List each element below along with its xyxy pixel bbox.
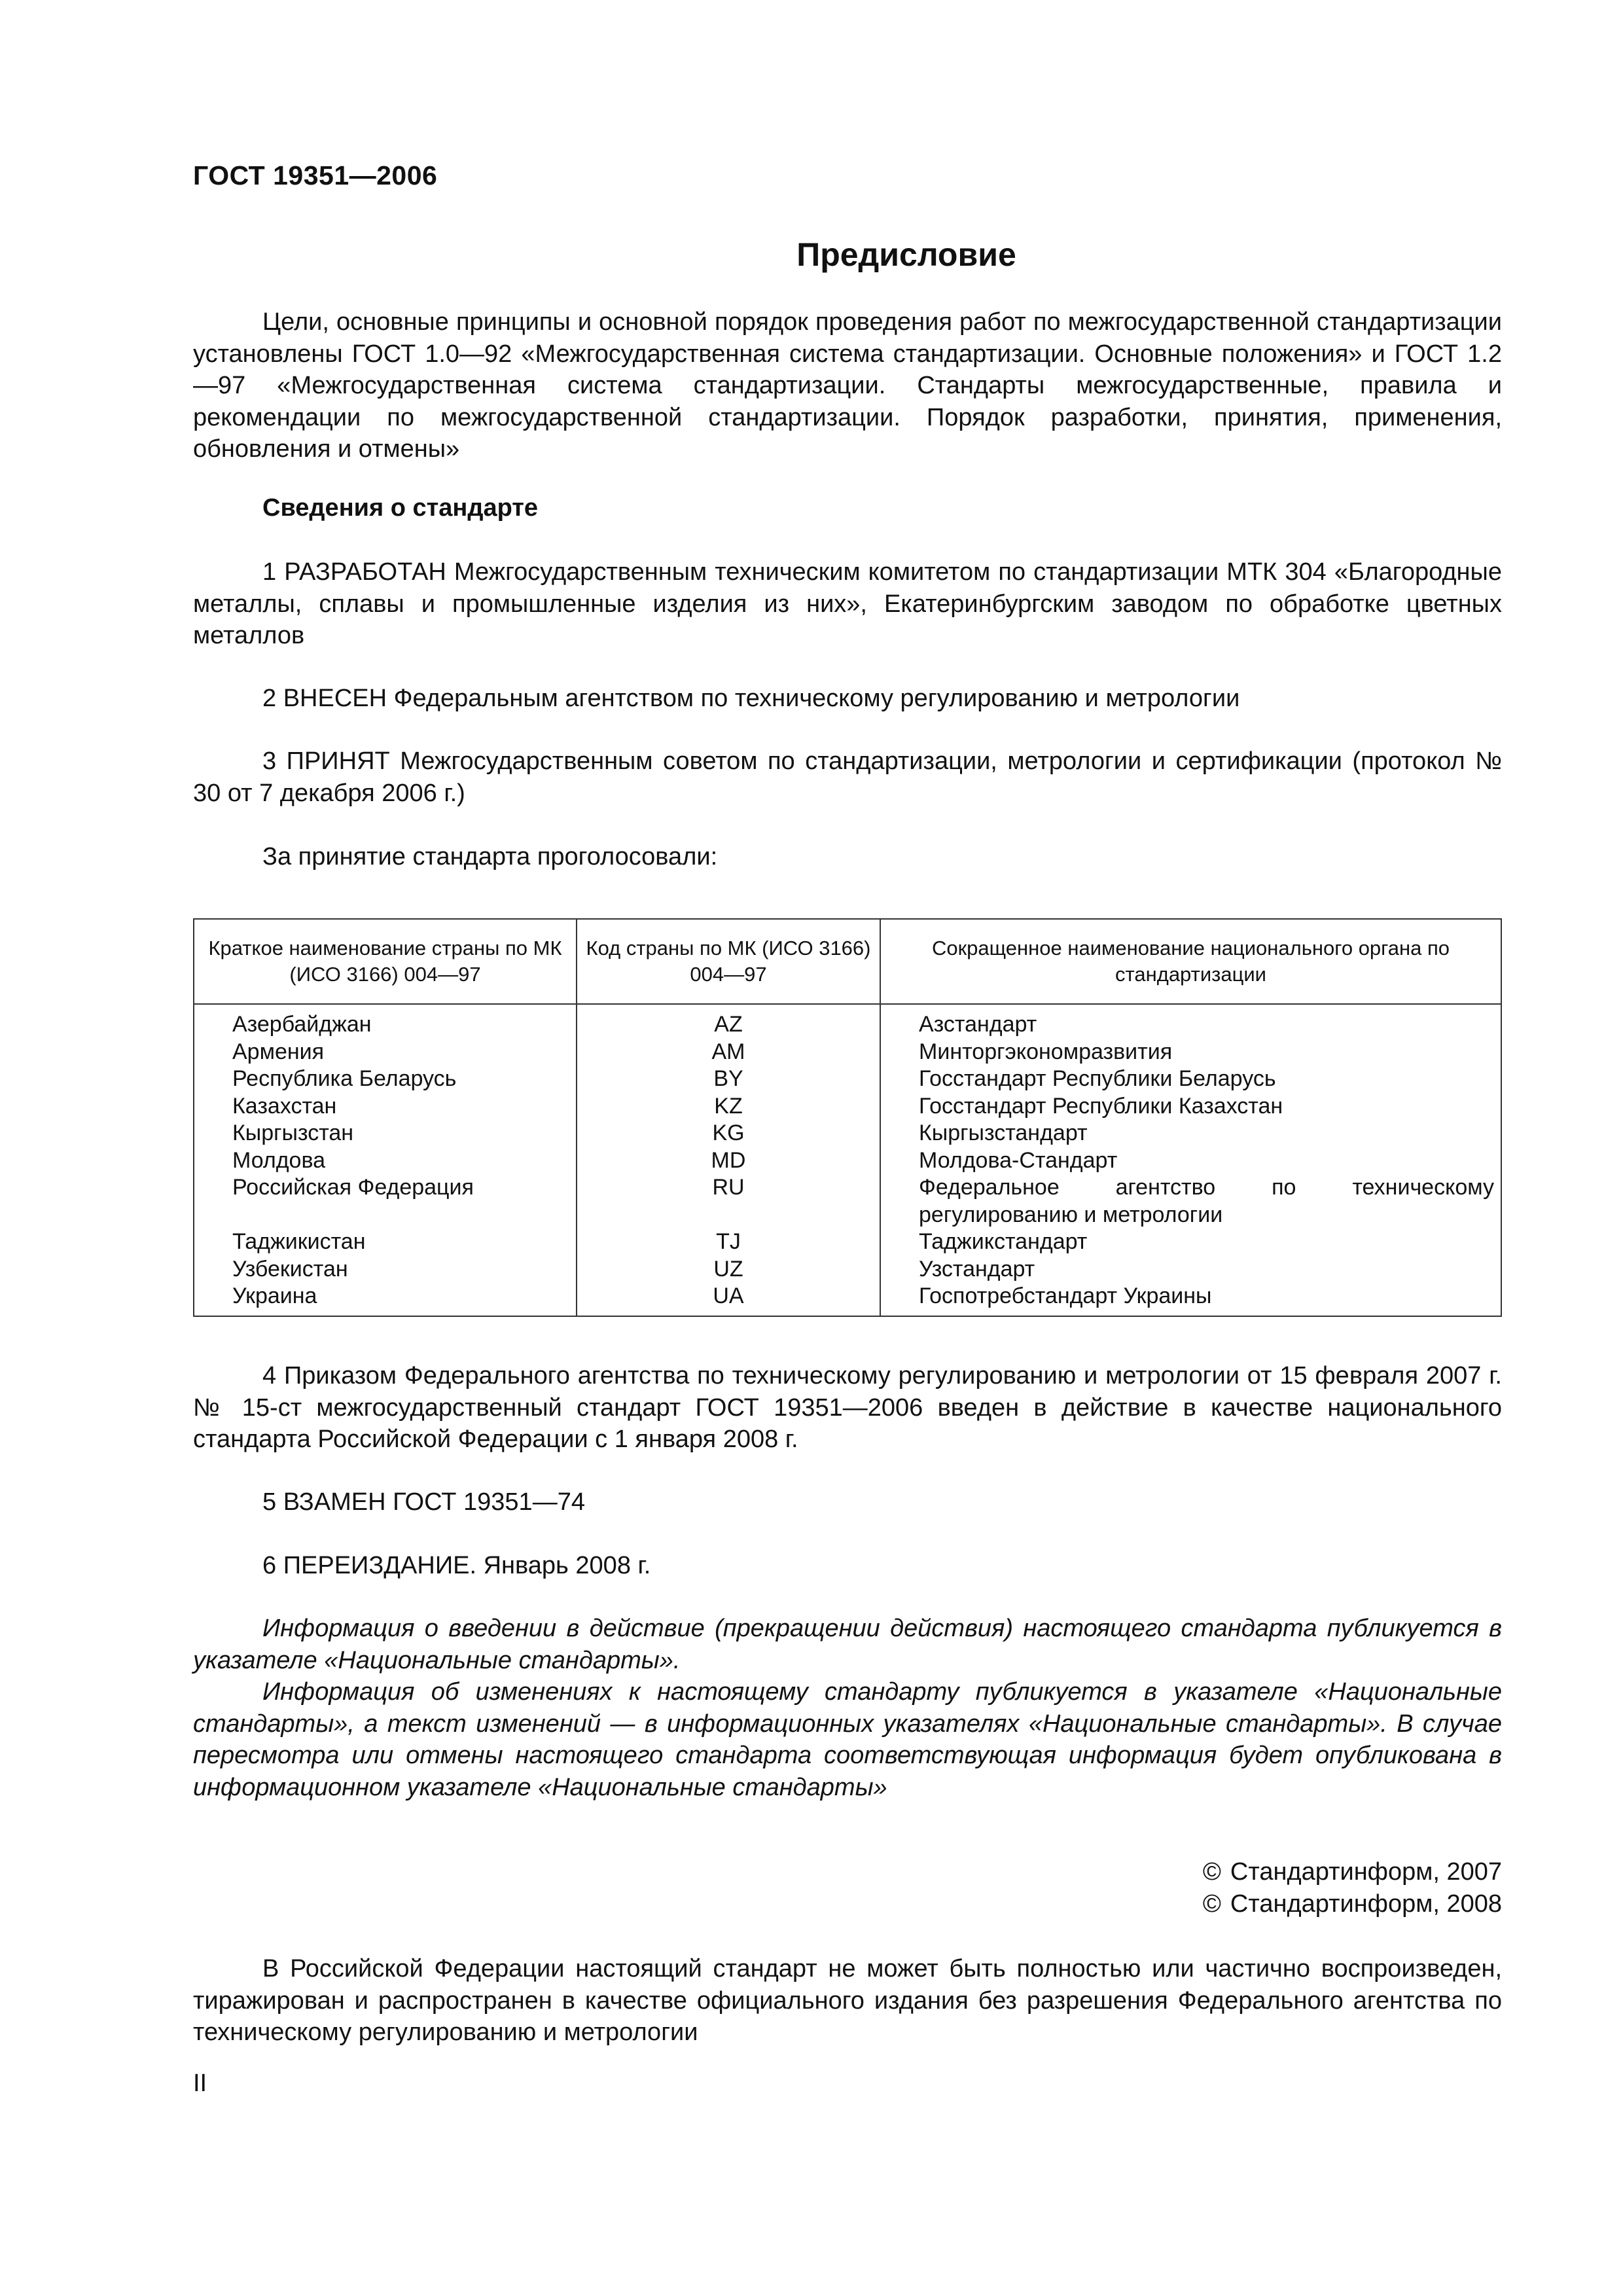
body-cell: Госпотребстандарт Украины	[880, 1283, 1501, 1316]
vote-intro: За принятие стандарта проголосовали:	[262, 843, 718, 870]
voting-table	[193, 918, 1502, 1317]
country-cell: Азербайджан	[194, 1004, 577, 1039]
column-header-code: Код страны по МК (ИСО 3166) 004—97	[577, 919, 880, 1004]
code-cell: BY	[577, 1066, 880, 1093]
code-cell: TJ	[577, 1229, 880, 1256]
body-cell: Таджикстандарт	[880, 1229, 1501, 1256]
table-body	[194, 1004, 1501, 1316]
code-cell: MD	[577, 1147, 880, 1175]
table-row	[194, 1093, 1501, 1121]
country-cell: Молдова	[194, 1147, 577, 1175]
country-cell: Кыргызстан	[194, 1120, 577, 1147]
country-cell: Армения	[194, 1039, 577, 1066]
country-cell: Узбекистан	[194, 1256, 577, 1283]
country-cell: Украина	[194, 1283, 577, 1316]
note-introduction: Информация о введении в действие (прекращении действия) настоящего стандарта публикуется в указателе «Национальные стандарты».	[193, 1615, 1502, 1674]
table-row	[194, 1283, 1501, 1316]
table-header-row	[194, 919, 1501, 1004]
table-row	[194, 1229, 1501, 1256]
column-header-body: Сокращенное наименование национального органа по стандартизации	[880, 919, 1501, 1004]
copyright-symbol: ©	[1202, 1858, 1221, 1886]
copyright-symbol: ©	[1202, 1890, 1221, 1918]
item-5-replaces: 5 ВЗАМЕН ГОСТ 19351—74	[262, 1488, 585, 1516]
table-row	[194, 1256, 1501, 1283]
table-row	[194, 1120, 1501, 1147]
table-row	[194, 1004, 1501, 1039]
code-cell: AZ	[577, 1004, 880, 1039]
document-id: ГОСТ 19351—2006	[193, 160, 438, 190]
table-row	[194, 1066, 1501, 1093]
body-cell: Узстандарт	[880, 1256, 1501, 1283]
column-header-country: Краткое наименование страны по МК (ИСО 3166) 004—97	[194, 919, 577, 1004]
country-cell: Российская Федерация	[194, 1174, 577, 1229]
page-number: II	[193, 2070, 207, 2097]
copyright-line-2	[1203, 1890, 1502, 1918]
item-2-submitted: 2 ВНЕСЕН Федеральным агентством по техническому регулированию и метрологии	[262, 685, 1240, 712]
note-changes: Информация об изменениях к настоящему стандарту публикуется в указателе «Национальные стандарты», а текст изменений — в информационных указателях «Национальные стандарты». В случае пересмотра или отмены настоящего стандарта соответствующая информация будет опубликована в информационном указателе «Национальные стандарты»	[193, 1678, 1502, 1801]
body-cell: Минторгэкономразвития	[880, 1039, 1501, 1066]
body-cell: Молдова-Стандарт	[880, 1147, 1501, 1175]
country-cell: Казахстан	[194, 1093, 577, 1121]
copyright-line-1	[1203, 1858, 1502, 1886]
item-3-adopted: 3 ПРИНЯТ Межгосударственным советом по стандартизации, метрологии и сертификации (протокол № 30 от 7 декабря 2006 г.)	[193, 747, 1502, 807]
item-1-developed: 1 РАЗРАБОТАН Межгосударственным техническим комитетом по стандартизации МТК 304 «Благородные металлы, сплавы и промышленные изделия из них», Екатеринбургским заводом по обработке цветных металлов	[193, 558, 1502, 649]
copyright-text: Стандартинформ, 2007	[1230, 1858, 1502, 1886]
body-cell: Азстандарт	[880, 1004, 1501, 1039]
intro-paragraph: Цели, основные принципы и основной порядок проведения работ по межгосударственной стандартизации установлены ГОСТ 1.0—92 «Межгосударственная система стандартизации. Основные положения» и ГОСТ 1.2—97 «Межгосударственная система стандартизации. Стандарты межгосударственные, правила и рекомендации по межгосударственной стандартизации. Порядок разработки, принятия, применения, обновления и отмены»	[193, 308, 1502, 463]
code-cell: AM	[577, 1039, 880, 1066]
document-page	[193, 0, 1502, 2296]
legal-notice: В Российской Федерации настоящий стандарт не может быть полностью или частично воспроизведен, тиражирован и распространен в качестве официального издания без разрешения Федерального агентства по техническому регулированию и метрологии	[193, 1955, 1502, 2046]
table-row	[194, 1147, 1501, 1175]
table-row	[194, 1174, 1501, 1229]
code-cell: UA	[577, 1283, 880, 1316]
item-6-reissue: 6 ПЕРЕИЗДАНИЕ. Январь 2008 г.	[262, 1552, 651, 1579]
section-heading: Сведения о стандарте	[262, 494, 539, 522]
body-cell: Федеральное агентство по техническому регулированию и метрологии	[880, 1174, 1501, 1229]
table-row	[194, 1039, 1501, 1066]
copyright-text: Стандартинформ, 2008	[1230, 1890, 1502, 1918]
body-cell: Госстандарт Республики Казахстан	[880, 1093, 1501, 1121]
code-cell: KG	[577, 1120, 880, 1147]
code-cell: UZ	[577, 1256, 880, 1283]
country-cell: Таджикистан	[194, 1229, 577, 1256]
code-cell: RU	[577, 1174, 880, 1229]
country-cell: Республика Беларусь	[194, 1066, 577, 1093]
code-cell: KZ	[577, 1093, 880, 1121]
page-title: Предисловие	[796, 236, 1016, 273]
body-cell: Госстандарт Республики Беларусь	[880, 1066, 1501, 1093]
item-4-order: 4 Приказом Федерального агентства по техническому регулированию и метрологии от 15 февраля 2007 г. № 15-ст межгосударственный стандарт ГОСТ 19351—2006 введен в действие в качестве национального стандарта Российской Федерации с 1 января 2008 г.	[193, 1362, 1502, 1453]
body-cell: Кыргызстандарт	[880, 1120, 1501, 1147]
